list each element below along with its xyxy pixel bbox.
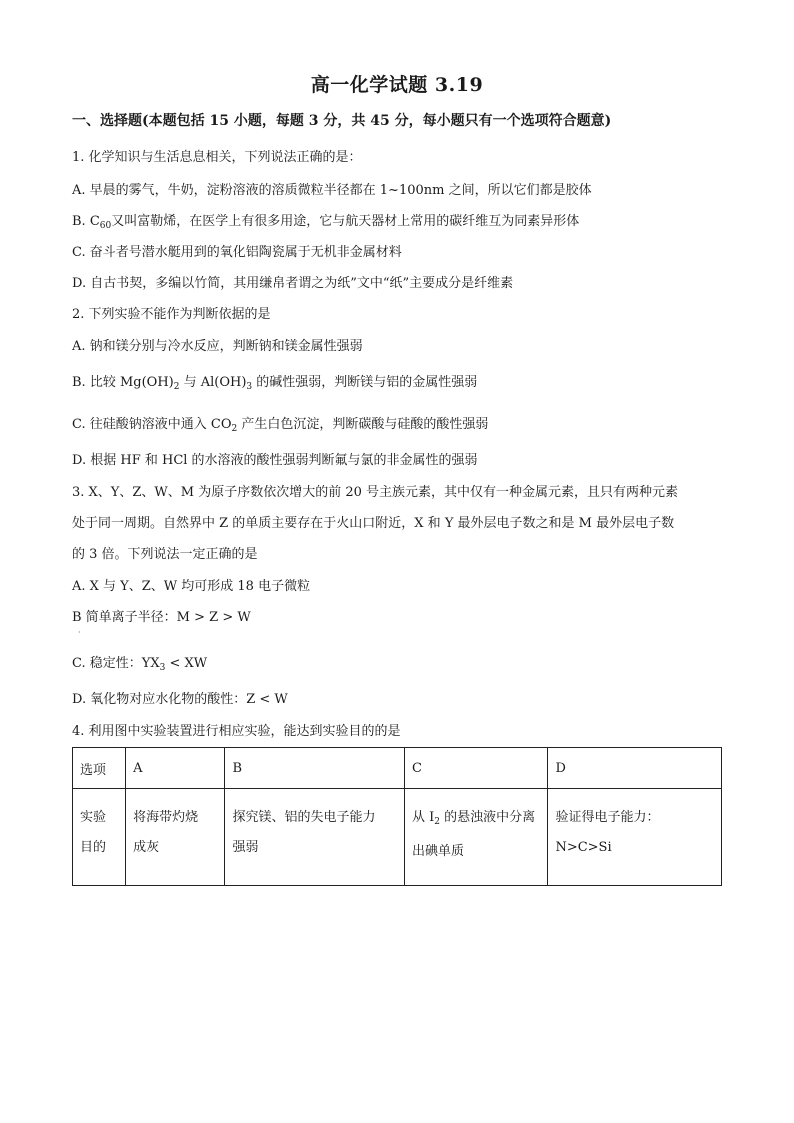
q1-option-b: B. $C_{60}$又叫富勒烯，在医学上有很多用途，它与航天器材上常用的碳纤维互为同素异形体 [72, 214, 580, 231]
cell-c: 从 $I_2$ 的悬浊液中分离 出碘单质 [405, 789, 548, 886]
table-header-row [73, 748, 722, 789]
q1-option-c: C. 奋斗者号潜水艇用到的氧化铝陶瓷属于无机非金属材料 [72, 245, 402, 260]
stray-dot: · [78, 628, 81, 637]
q3-option-a: A. X 与 Y、Z、W 均可形成 18 电子微粒 [72, 579, 311, 594]
section-heading: 一、选择题(本题包括 15 小题，每题 3 分，共 45 分，每小题只有一个选项符合题意) [72, 113, 612, 129]
q2-option-b: B. 比较 $Mg(OH)_2$ 与 $Al(OH)_3$ 的碱性强弱，判断镁与铝的金属性强弱 [72, 375, 478, 392]
q2-option-c: C. 往硅酸钠溶液中通入 $CO_2$ 产生白色沉淀，判断碳酸与硅酸的酸性强弱 [72, 417, 489, 434]
header-cell-d: D [548, 748, 722, 789]
q1-option-a: A. 早晨的雾气，牛奶，淀粉溶液的溶质微粒半径都在 1~100nm 之间，所以它们都是胶体 [72, 183, 592, 198]
q3-option-d: D. 氧化物对应水化物的酸性：Z < W [72, 692, 288, 707]
q1-stem: 1. 化学知识与生活息息相关，下列说法正确的是： [72, 150, 362, 165]
q3-stem-line-2: 处于同一周期。自然界中 Z 的单质主要存在于火山口附近，X 和 Y 最外层电子数之和是 M 最外层电子数 [72, 516, 675, 531]
q2-stem: 2. 下列实验不能作为判断依据的是 [72, 307, 271, 322]
q2-option-a: A. 钠和镁分别与冷水反应，判断钠和镁金属性强弱 [72, 339, 363, 354]
q4-options-table [72, 747, 722, 886]
header-cell-c: C [405, 748, 548, 789]
page-title: 高一化学试题 3.19 [310, 74, 484, 96]
cell-d: 验证得电子能力： N>C>Si [548, 789, 722, 886]
q3-stem-line-3: 的 3 倍。下列说法一定正确的是 [72, 547, 258, 562]
header-cell-b: B [225, 748, 405, 789]
header-cell-option: 选项 [73, 748, 126, 789]
cell-a: 将海带灼烧 成灰 [126, 789, 225, 886]
cell-b: 探究镁、铝的失电子能力 强弱 [225, 789, 405, 886]
q3-option-b: B 简单离子半径：M > Z > W [72, 610, 251, 625]
q3-option-c: C. 稳定性：$YX_3$ < XW [72, 656, 208, 673]
q2-option-d: D. 根据 HF 和 HCl 的水溶液的酸性强弱判断氟与氯的非金属性的强弱 [72, 453, 478, 468]
header-cell-a: A [126, 748, 225, 789]
q3-stem-line-1: 3. X、Y、Z、W、M 为原子序数依次增大的前 20 号主族元素，其中仅有一种金属元素，且只有两种元素 [72, 485, 679, 500]
row-label-cell: 实验 目的 [73, 789, 126, 886]
q1-option-d: D. 自古书契，多编以竹简，其用缣帛者谓之为纸”文中“纸”主要成分是纤维素 [72, 276, 514, 291]
table-row [73, 789, 722, 886]
q4-stem: 4. 利用图中实验装置进行相应实验，能达到实验目的的是 [72, 724, 401, 739]
